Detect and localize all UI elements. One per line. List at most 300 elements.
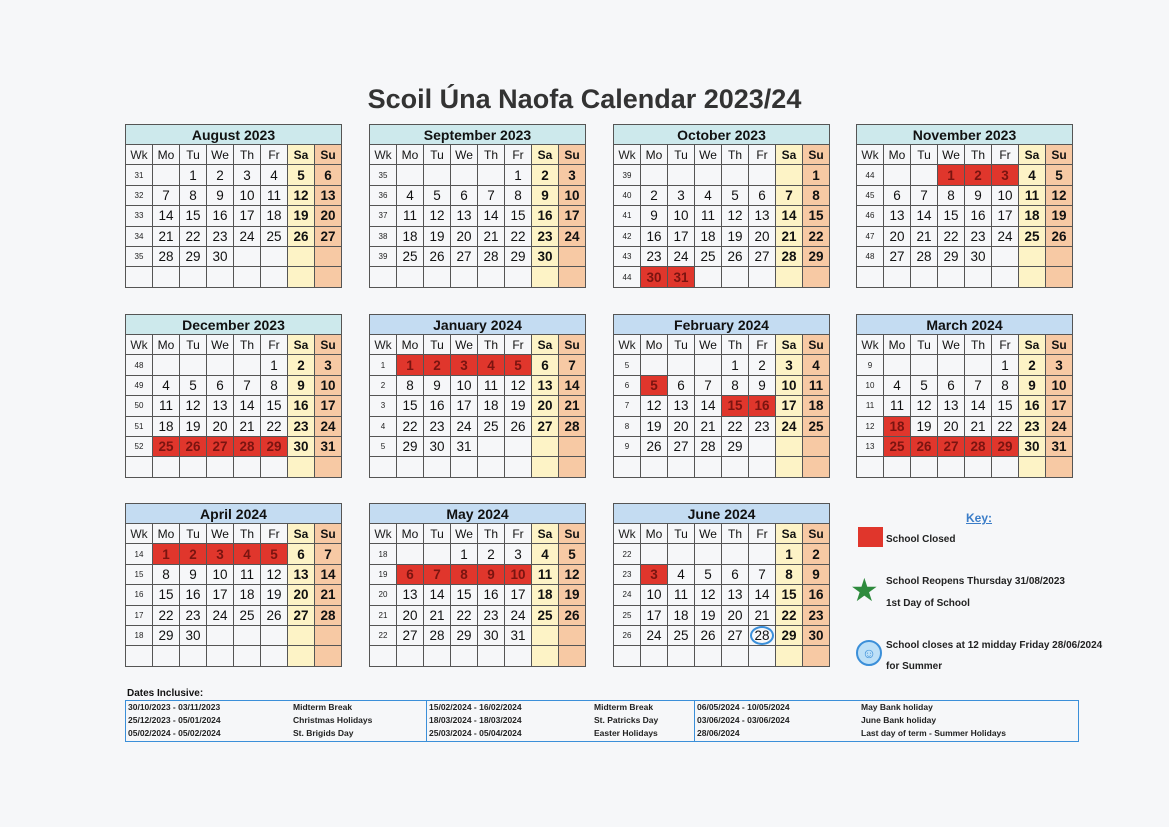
empty-cell — [397, 544, 424, 564]
day-cell: 20 — [749, 226, 776, 246]
day-cell: 2 — [424, 355, 451, 375]
day-cell: 4 — [261, 165, 288, 185]
day-header: We — [207, 145, 234, 165]
holiday-name: Last day of term - Summer Holidays — [861, 728, 1007, 738]
day-cell: 21 — [695, 416, 722, 436]
day-cell: 26 — [424, 246, 451, 266]
empty-cell — [424, 165, 451, 185]
week-row — [126, 185, 342, 205]
day-header: Tu — [668, 524, 695, 544]
empty-cell — [424, 544, 451, 564]
day-header: Tu — [668, 145, 695, 165]
day-cell: 6 — [668, 375, 695, 395]
date-range: 03/06/2024 - 03/06/2024 — [697, 715, 790, 725]
day-cell: 30 — [532, 246, 559, 266]
day-header: Fr — [261, 524, 288, 544]
day-cell: 18 — [1019, 206, 1046, 226]
key-title: Key: — [966, 511, 993, 525]
day-header: Tu — [424, 145, 451, 165]
day-cell: 9 — [424, 375, 451, 395]
day-header: Su — [559, 335, 586, 355]
month-title: September 2023 — [370, 125, 586, 145]
day-cell: 1 — [722, 355, 749, 375]
empty-cell — [749, 267, 776, 287]
empty-cell — [884, 355, 911, 375]
day-header: Su — [559, 145, 586, 165]
day-cell: 5 — [695, 564, 722, 584]
day-cell: 21 — [478, 226, 505, 246]
week-number: 9 — [857, 355, 884, 375]
empty-cell — [803, 267, 830, 287]
day-header: We — [451, 145, 478, 165]
day-cell: 10 — [1046, 375, 1073, 395]
empty-cell — [478, 646, 505, 666]
day-header: Mo — [397, 145, 424, 165]
day-cell: 20 — [288, 585, 315, 605]
week-row — [614, 605, 830, 625]
day-cell: 27 — [668, 436, 695, 456]
day-cell: 28 — [911, 246, 938, 266]
day-cell: 13 — [668, 396, 695, 416]
week-number: 32 — [126, 185, 153, 205]
day-cell: 30 — [180, 625, 207, 645]
day-cell: 11 — [1019, 185, 1046, 205]
day-header: Fr — [505, 335, 532, 355]
empty-cell — [1019, 457, 1046, 477]
day-cell: 16 — [1019, 396, 1046, 416]
day-header: Mo — [397, 524, 424, 544]
day-header: Mo — [641, 524, 668, 544]
week-row — [857, 375, 1073, 395]
empty-cell — [695, 165, 722, 185]
day-cell: 7 — [749, 564, 776, 584]
week-number: 4 — [370, 416, 397, 436]
week-row — [614, 646, 830, 666]
day-cell: 15 — [180, 206, 207, 226]
week-number: 41 — [614, 206, 641, 226]
day-cell: 18 — [261, 206, 288, 226]
empty-cell — [559, 436, 586, 456]
week-row — [370, 457, 586, 477]
day-cell: 5 — [641, 375, 668, 395]
day-cell: 6 — [207, 375, 234, 395]
week-row — [126, 206, 342, 226]
day-cell: 24 — [505, 605, 532, 625]
day-cell: 17 — [776, 396, 803, 416]
day-cell: 3 — [559, 165, 586, 185]
week-number: 39 — [370, 246, 397, 266]
day-cell: 13 — [722, 585, 749, 605]
day-cell: 24 — [207, 605, 234, 625]
week-row — [370, 206, 586, 226]
month-title: May 2024 — [370, 504, 586, 524]
day-header: Th — [965, 145, 992, 165]
day-cell: 14 — [315, 564, 342, 584]
empty-cell — [695, 646, 722, 666]
day-cell: 1 — [397, 355, 424, 375]
day-cell: 20 — [315, 206, 342, 226]
month-calendar — [125, 314, 342, 478]
day-cell: 11 — [397, 206, 424, 226]
day-cell: 5 — [180, 375, 207, 395]
week-row — [370, 165, 586, 185]
day-cell: 12 — [722, 206, 749, 226]
day-cell: 10 — [505, 564, 532, 584]
day-cell: 19 — [911, 416, 938, 436]
day-header: Fr — [261, 335, 288, 355]
holiday-row — [126, 701, 426, 714]
empty-cell — [153, 457, 180, 477]
empty-cell — [668, 165, 695, 185]
month-table — [856, 314, 1073, 478]
day-header: Su — [803, 335, 830, 355]
empty-cell — [424, 646, 451, 666]
week-row — [857, 165, 1073, 185]
empty-cell — [397, 457, 424, 477]
empty-cell — [992, 267, 1019, 287]
day-cell: 7 — [695, 375, 722, 395]
day-cell: 1 — [451, 544, 478, 564]
day-cell: 7 — [153, 185, 180, 205]
day-cell: 17 — [992, 206, 1019, 226]
week-row — [614, 396, 830, 416]
empty-cell — [532, 625, 559, 645]
day-cell: 17 — [505, 585, 532, 605]
empty-cell — [532, 436, 559, 456]
empty-cell — [884, 267, 911, 287]
week-row — [370, 185, 586, 205]
day-cell: 16 — [749, 396, 776, 416]
empty-cell — [911, 355, 938, 375]
empty-cell — [641, 544, 668, 564]
day-header: Su — [315, 145, 342, 165]
day-cell: 23 — [478, 605, 505, 625]
week-row — [126, 375, 342, 395]
date-range: 30/10/2023 - 03/11/2023 — [128, 702, 221, 712]
day-cell: 27 — [397, 625, 424, 645]
empty-cell — [776, 267, 803, 287]
day-cell: 31 — [505, 625, 532, 645]
day-header: Mo — [884, 145, 911, 165]
month-table — [369, 124, 586, 288]
day-cell: 22 — [803, 226, 830, 246]
day-cell: 21 — [153, 226, 180, 246]
month-title: June 2024 — [614, 504, 830, 524]
week-row — [126, 396, 342, 416]
dates-inclusive-table — [125, 700, 1079, 742]
day-cell: 6 — [722, 564, 749, 584]
day-header: Tu — [180, 145, 207, 165]
day-cell: 9 — [749, 375, 776, 395]
day-cell: 20 — [532, 396, 559, 416]
day-header: Th — [478, 145, 505, 165]
empty-cell — [938, 355, 965, 375]
week-row — [614, 226, 830, 246]
month-title: October 2023 — [614, 125, 830, 145]
day-cell: 11 — [884, 396, 911, 416]
day-cell: 5 — [559, 544, 586, 564]
week-row — [614, 375, 830, 395]
month-table — [613, 503, 830, 667]
day-header: Su — [315, 524, 342, 544]
day-cell: 9 — [965, 185, 992, 205]
day-cell: 25 — [234, 605, 261, 625]
week-row — [614, 267, 830, 287]
day-cell: 17 — [234, 206, 261, 226]
week-number: 35 — [126, 246, 153, 266]
day-cell: 22 — [992, 416, 1019, 436]
day-header: Tu — [424, 524, 451, 544]
day-cell: 30 — [641, 267, 668, 287]
empty-cell — [722, 544, 749, 564]
day-cell: 12 — [505, 375, 532, 395]
empty-cell — [397, 267, 424, 287]
day-cell: 26 — [695, 625, 722, 645]
page-title: Scoil Úna Naofa Calendar 2023/24 — [367, 84, 802, 114]
day-cell: 21 — [911, 226, 938, 246]
day-cell: 13 — [288, 564, 315, 584]
day-header: Th — [234, 335, 261, 355]
empty-cell — [153, 646, 180, 666]
day-cell: 28 — [478, 246, 505, 266]
empty-cell — [559, 246, 586, 266]
week-number: 20 — [370, 585, 397, 605]
month-calendar — [369, 124, 586, 288]
empty-cell — [965, 267, 992, 287]
week-row — [126, 226, 342, 246]
day-header: Th — [722, 335, 749, 355]
day-cell: 22 — [722, 416, 749, 436]
day-cell: 9 — [641, 206, 668, 226]
empty-cell — [641, 165, 668, 185]
day-cell: 26 — [288, 226, 315, 246]
day-cell: 5 — [911, 375, 938, 395]
week-number — [614, 646, 641, 666]
day-cell: 23 — [749, 416, 776, 436]
week-row — [370, 564, 586, 584]
week-number — [857, 267, 884, 287]
week-number: 37 — [370, 206, 397, 226]
day-cell: 1 — [803, 165, 830, 185]
day-cell: 3 — [668, 185, 695, 205]
dates-column — [126, 701, 426, 741]
week-number: 9 — [614, 436, 641, 456]
day-header: Su — [803, 145, 830, 165]
day-cell: 29 — [261, 436, 288, 456]
day-header: We — [938, 335, 965, 355]
empty-cell — [315, 267, 342, 287]
holiday-row — [695, 727, 1079, 740]
day-cell: 17 — [1046, 396, 1073, 416]
week-number: 50 — [126, 396, 153, 416]
week-number — [126, 267, 153, 287]
day-cell: 7 — [478, 185, 505, 205]
day-cell: 10 — [315, 375, 342, 395]
holiday-row — [126, 714, 426, 727]
day-cell: 1 — [505, 165, 532, 185]
week-row — [126, 436, 342, 456]
week-row — [126, 585, 342, 605]
day-cell: 27 — [749, 246, 776, 266]
week-row — [857, 226, 1073, 246]
key-first-day-label: 1st Day of School — [886, 598, 970, 609]
day-cell: 28 — [695, 436, 722, 456]
week-row — [614, 206, 830, 226]
day-cell: 11 — [532, 564, 559, 584]
empty-cell — [1046, 457, 1073, 477]
empty-cell — [207, 625, 234, 645]
week-number: 49 — [126, 375, 153, 395]
key-closed-label: School Closed — [886, 534, 956, 545]
day-cell: 25 — [532, 605, 559, 625]
day-header: Sa — [776, 145, 803, 165]
day-cell: 23 — [288, 416, 315, 436]
day-cell: 19 — [641, 416, 668, 436]
empty-cell — [180, 267, 207, 287]
day-header: Wk — [857, 335, 884, 355]
day-cell: 10 — [559, 185, 586, 205]
key-reopen-label: School Reopens Thursday 31/08/2023 — [886, 576, 1065, 587]
day-cell: 17 — [668, 226, 695, 246]
day-header: Fr — [992, 335, 1019, 355]
day-cell: 27 — [207, 436, 234, 456]
day-cell: 8 — [938, 185, 965, 205]
day-cell: 9 — [478, 564, 505, 584]
empty-cell — [532, 267, 559, 287]
empty-cell — [261, 267, 288, 287]
day-cell: 27 — [884, 246, 911, 266]
day-cell: 15 — [451, 585, 478, 605]
day-cell: 1 — [153, 544, 180, 564]
day-cell: 15 — [992, 396, 1019, 416]
month-calendar — [856, 124, 1073, 288]
day-header: Tu — [424, 335, 451, 355]
dates-column — [426, 701, 695, 741]
day-cell: 18 — [153, 416, 180, 436]
holiday-name: Easter Holidays — [594, 728, 658, 738]
empty-cell — [559, 457, 586, 477]
week-row — [126, 165, 342, 185]
day-cell: 4 — [478, 355, 505, 375]
day-header: Sa — [532, 145, 559, 165]
day-header: Sa — [776, 335, 803, 355]
day-cell: 23 — [424, 416, 451, 436]
empty-cell — [722, 267, 749, 287]
empty-cell — [261, 246, 288, 266]
empty-cell — [153, 165, 180, 185]
week-number: 12 — [857, 416, 884, 436]
day-cell: 7 — [776, 185, 803, 205]
week-row — [126, 564, 342, 584]
day-cell: 10 — [668, 206, 695, 226]
empty-cell — [749, 457, 776, 477]
day-header: Th — [478, 335, 505, 355]
week-row — [614, 185, 830, 205]
day-cell: 17 — [451, 396, 478, 416]
week-row — [614, 355, 830, 375]
day-cell: 28 — [234, 436, 261, 456]
day-cell: 19 — [722, 226, 749, 246]
day-cell: 1 — [776, 544, 803, 564]
day-cell: 9 — [180, 564, 207, 584]
day-cell: 7 — [424, 564, 451, 584]
month-table — [613, 124, 830, 288]
empty-cell — [207, 355, 234, 375]
day-cell: 9 — [1019, 375, 1046, 395]
day-header: Fr — [749, 335, 776, 355]
day-cell: 15 — [261, 396, 288, 416]
day-cell: 10 — [776, 375, 803, 395]
day-cell: 23 — [803, 605, 830, 625]
day-cell: 8 — [397, 375, 424, 395]
day-cell: 22 — [505, 226, 532, 246]
day-header: Su — [803, 524, 830, 544]
day-cell: 5 — [1046, 165, 1073, 185]
day-cell: 19 — [695, 605, 722, 625]
day-cell: 24 — [668, 246, 695, 266]
date-range: 25/03/2024 - 05/04/2024 — [429, 728, 522, 738]
day-cell: 12 — [641, 396, 668, 416]
holiday-name: Christmas Holidays — [293, 715, 373, 725]
day-cell: 16 — [532, 206, 559, 226]
day-cell: 29 — [722, 436, 749, 456]
month-calendar — [125, 124, 342, 288]
day-cell: 20 — [397, 605, 424, 625]
empty-cell — [180, 457, 207, 477]
day-cell: 8 — [803, 185, 830, 205]
day-cell: 12 — [559, 564, 586, 584]
day-cell: 15 — [505, 206, 532, 226]
day-cell: 19 — [288, 206, 315, 226]
empty-cell — [776, 165, 803, 185]
day-cell: 6 — [288, 544, 315, 564]
day-header: Sa — [532, 335, 559, 355]
empty-cell — [505, 267, 532, 287]
holiday-name: Midterm Break — [594, 702, 654, 712]
day-cell: 15 — [938, 206, 965, 226]
empty-cell — [911, 165, 938, 185]
day-cell: 27 — [532, 416, 559, 436]
day-cell: 22 — [153, 605, 180, 625]
month-title: January 2024 — [370, 315, 586, 335]
week-number — [370, 457, 397, 477]
empty-cell — [207, 457, 234, 477]
day-cell: 10 — [234, 185, 261, 205]
holiday-row — [427, 727, 695, 740]
day-cell: 23 — [1019, 416, 1046, 436]
week-number: 22 — [370, 625, 397, 645]
empty-cell — [397, 165, 424, 185]
day-cell: 18 — [234, 585, 261, 605]
week-row — [857, 355, 1073, 375]
holiday-name: Midterm Break — [293, 702, 353, 712]
week-row — [370, 436, 586, 456]
empty-cell — [505, 436, 532, 456]
week-row — [614, 416, 830, 436]
day-cell: 26 — [641, 436, 668, 456]
week-row — [370, 267, 586, 287]
day-cell: 25 — [153, 436, 180, 456]
day-cell: 25 — [478, 416, 505, 436]
day-cell: 19 — [1046, 206, 1073, 226]
day-header: Sa — [776, 524, 803, 544]
day-cell: 18 — [397, 226, 424, 246]
date-range: 18/03/2024 - 18/03/2024 — [429, 715, 522, 725]
empty-cell — [695, 457, 722, 477]
day-cell: 23 — [641, 246, 668, 266]
day-cell: 30 — [478, 625, 505, 645]
day-cell: 6 — [938, 375, 965, 395]
